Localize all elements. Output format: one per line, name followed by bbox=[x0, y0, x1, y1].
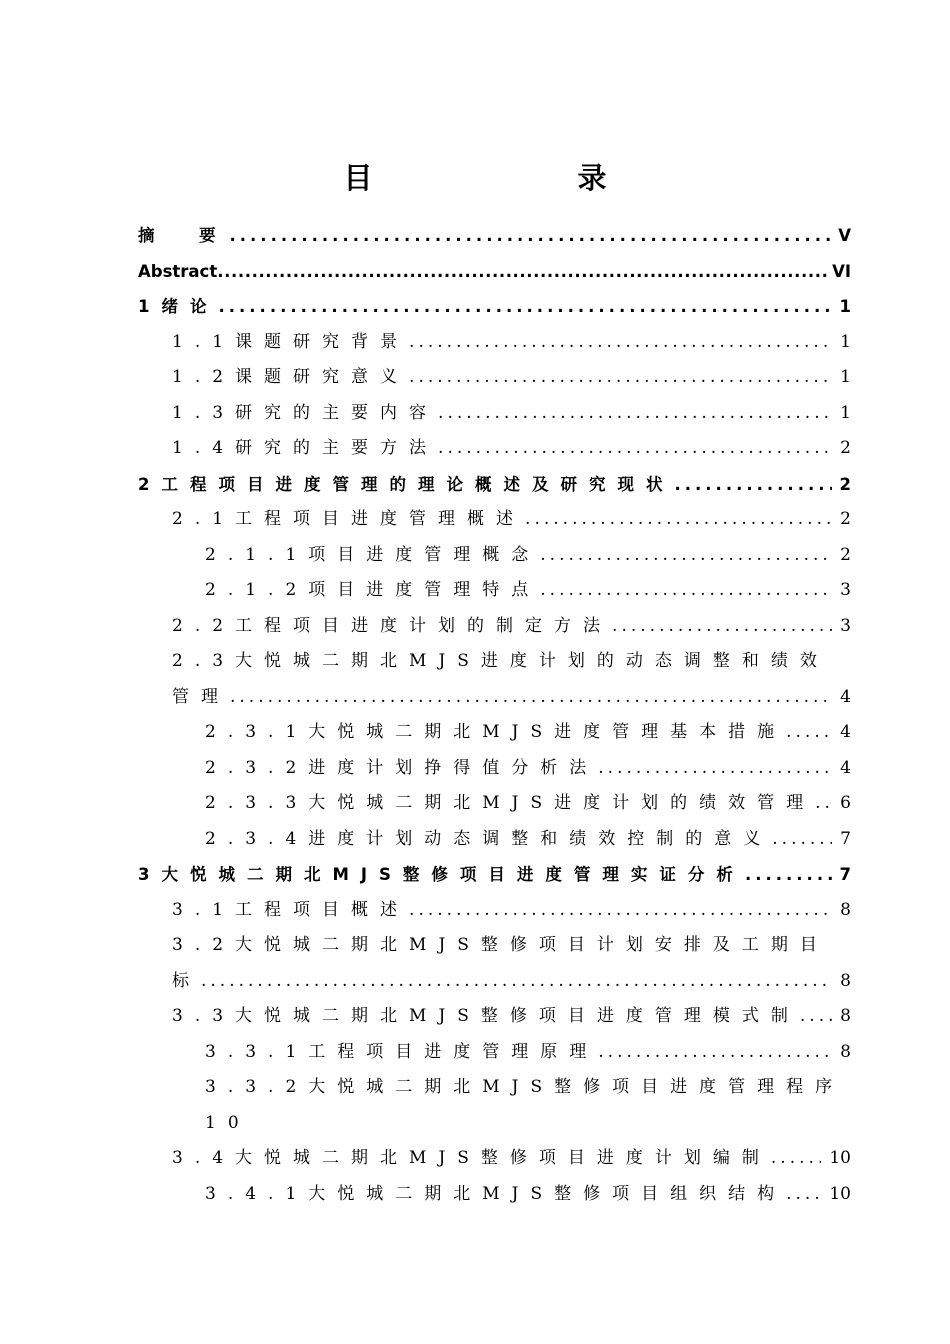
toc-entry-label: 3.3.2大悦城二期北MJS整修项目进度管理程序 bbox=[205, 1077, 845, 1097]
toc-page-number: 8 bbox=[840, 1006, 851, 1026]
dot-leader bbox=[230, 680, 832, 716]
dot-leader bbox=[772, 822, 832, 858]
dot-leader bbox=[230, 218, 831, 254]
toc-page-number: 1 bbox=[840, 402, 851, 423]
toc-page-number: 3 bbox=[840, 580, 851, 600]
toc-entry-label: 2.3.3大悦城二期北MJS进度计划的绩效管理 bbox=[205, 793, 816, 813]
toc-entry-label: 2工程项目进度管理的理论概述及研究现状 bbox=[138, 474, 675, 494]
dot-leader bbox=[786, 715, 832, 751]
toc-page-number: 7 bbox=[839, 865, 851, 884]
toc-page-number: 1 bbox=[840, 367, 851, 387]
toc-entry[interactable] bbox=[138, 786, 851, 822]
toc-entry-label: 3.4大悦城二期北MJS整修项目进度计划编制 bbox=[172, 1148, 771, 1168]
toc-entry[interactable] bbox=[138, 822, 851, 858]
toc-page-number: 8 bbox=[840, 1041, 851, 1062]
dot-leader bbox=[612, 609, 832, 645]
toc-page-number: 2 bbox=[839, 474, 851, 494]
toc-page-number: 10 bbox=[829, 1148, 851, 1168]
dot-leader bbox=[201, 964, 832, 1000]
toc-entry-label-continuation: 10 bbox=[205, 1112, 251, 1133]
toc-page-number: 1 bbox=[839, 297, 851, 316]
toc-entry[interactable] bbox=[138, 431, 851, 467]
toc-page-number: V bbox=[838, 226, 851, 245]
toc-entry[interactable] bbox=[138, 1070, 851, 1141]
toc-entry[interactable] bbox=[138, 396, 851, 432]
dot-leader bbox=[438, 431, 832, 467]
dot-leader bbox=[217, 254, 830, 290]
toc-entry-label: 2.1.1项目进度管理概念 bbox=[205, 544, 541, 565]
toc-page-number: 2 bbox=[840, 509, 851, 529]
toc-entry[interactable] bbox=[138, 857, 851, 893]
toc-entry-label: 摘 要 bbox=[138, 226, 230, 245]
toc-entry[interactable] bbox=[138, 573, 851, 609]
toc-entry[interactable] bbox=[138, 289, 851, 325]
toc-entry-label: Abstract bbox=[138, 261, 218, 281]
toc-entry-label: 3.1工程项目概述 bbox=[172, 899, 410, 920]
dot-leader bbox=[598, 1035, 832, 1071]
toc-page-number: 4 bbox=[840, 722, 851, 742]
toc-page-number: 4 bbox=[840, 686, 851, 707]
toc-entry-label: 2.3.2进度计划挣得值分析法 bbox=[205, 757, 599, 778]
toc-entry-label-continuation: 标 bbox=[172, 970, 201, 991]
toc-page-number: 10 bbox=[829, 1183, 851, 1204]
toc-page-number: 6 bbox=[840, 793, 851, 813]
toc-entry[interactable] bbox=[138, 893, 851, 929]
toc-entry[interactable] bbox=[138, 715, 851, 751]
dot-leader bbox=[598, 751, 832, 787]
toc-entry-label: 3.3.1工程项目进度管理原理 bbox=[205, 1041, 599, 1062]
toc-entry-label: 3大悦城二期北MJS整修项目进度管理实证分析 bbox=[138, 865, 745, 884]
dot-leader bbox=[786, 1177, 821, 1213]
toc-page-number: VI bbox=[832, 261, 851, 281]
toc-title: 目 录 bbox=[343, 161, 695, 195]
dot-leader bbox=[409, 893, 832, 929]
toc-entry[interactable] bbox=[138, 928, 851, 999]
dot-leader bbox=[540, 538, 832, 574]
toc-entry[interactable] bbox=[138, 644, 851, 715]
dot-leader bbox=[525, 502, 832, 538]
toc-entry-label: 1.4研究的主要方法 bbox=[172, 438, 439, 458]
toc-page-number: 7 bbox=[840, 828, 851, 849]
toc-entry[interactable] bbox=[138, 254, 851, 290]
toc-entry[interactable] bbox=[138, 218, 851, 254]
toc-entry[interactable] bbox=[138, 538, 851, 574]
toc-page-number: 1 bbox=[840, 331, 851, 352]
toc-entry-label: 2.1.2项目进度管理特点 bbox=[205, 580, 541, 600]
dot-leader bbox=[409, 360, 832, 396]
toc-entry[interactable] bbox=[138, 1177, 851, 1213]
dot-leader bbox=[409, 325, 832, 361]
toc-entry[interactable] bbox=[138, 360, 851, 396]
table-of-contents bbox=[138, 218, 851, 1212]
toc-entry[interactable] bbox=[138, 502, 851, 538]
dot-leader bbox=[815, 786, 832, 822]
toc-page-number: 4 bbox=[840, 757, 851, 778]
dot-leader bbox=[438, 396, 832, 432]
toc-entry-label: 3.3大悦城二期北MJS整修项目进度管理模式制 bbox=[172, 1006, 800, 1026]
dot-leader bbox=[218, 289, 831, 325]
toc-entry-label: 1绪论 bbox=[138, 297, 219, 316]
toc-entry[interactable] bbox=[138, 999, 851, 1035]
toc-entry-label: 3.4.1大悦城二期北MJS整修项目组织结构 bbox=[205, 1183, 787, 1204]
toc-page-number: 2 bbox=[840, 544, 851, 565]
toc-entry[interactable] bbox=[138, 609, 851, 645]
toc-entry[interactable] bbox=[138, 325, 851, 361]
toc-entry-label: 2.3.4进度计划动态调整和绩效控制的意义 bbox=[205, 828, 773, 849]
toc-page-number: 2 bbox=[840, 438, 851, 458]
toc-page-number: 8 bbox=[840, 970, 851, 991]
toc-entry-label: 2.1工程项目进度管理概述 bbox=[172, 509, 526, 529]
toc-page-number: 8 bbox=[840, 899, 851, 920]
toc-entry-label: 1.1课题研究背景 bbox=[172, 331, 410, 352]
toc-entry[interactable] bbox=[138, 1035, 851, 1071]
toc-entry-label: 2.2工程项目进度计划的制定方法 bbox=[172, 615, 613, 636]
toc-entry[interactable] bbox=[138, 1141, 851, 1177]
toc-entry-label-continuation: 管理 bbox=[172, 686, 230, 707]
dot-leader bbox=[674, 467, 831, 503]
dot-leader bbox=[540, 573, 832, 609]
toc-entry-label: 1.3研究的主要内容 bbox=[172, 402, 439, 423]
toc-entry[interactable] bbox=[138, 751, 851, 787]
dot-leader bbox=[800, 999, 832, 1035]
toc-entry[interactable] bbox=[138, 467, 851, 503]
toc-entry-label: 2.3大悦城二期北MJS进度计划的动态调整和绩效 bbox=[172, 651, 829, 671]
toc-entry-label: 1.2课题研究意义 bbox=[172, 367, 410, 387]
dot-leader bbox=[771, 1141, 821, 1177]
dot-leader bbox=[745, 857, 832, 893]
toc-entry-label: 3.2大悦城二期北MJS整修项目计划安排及工期目 bbox=[172, 935, 829, 955]
toc-entry-label: 2.3.1大悦城二期北MJS进度管理基本措施 bbox=[205, 722, 787, 742]
toc-page-number: 3 bbox=[840, 615, 851, 636]
